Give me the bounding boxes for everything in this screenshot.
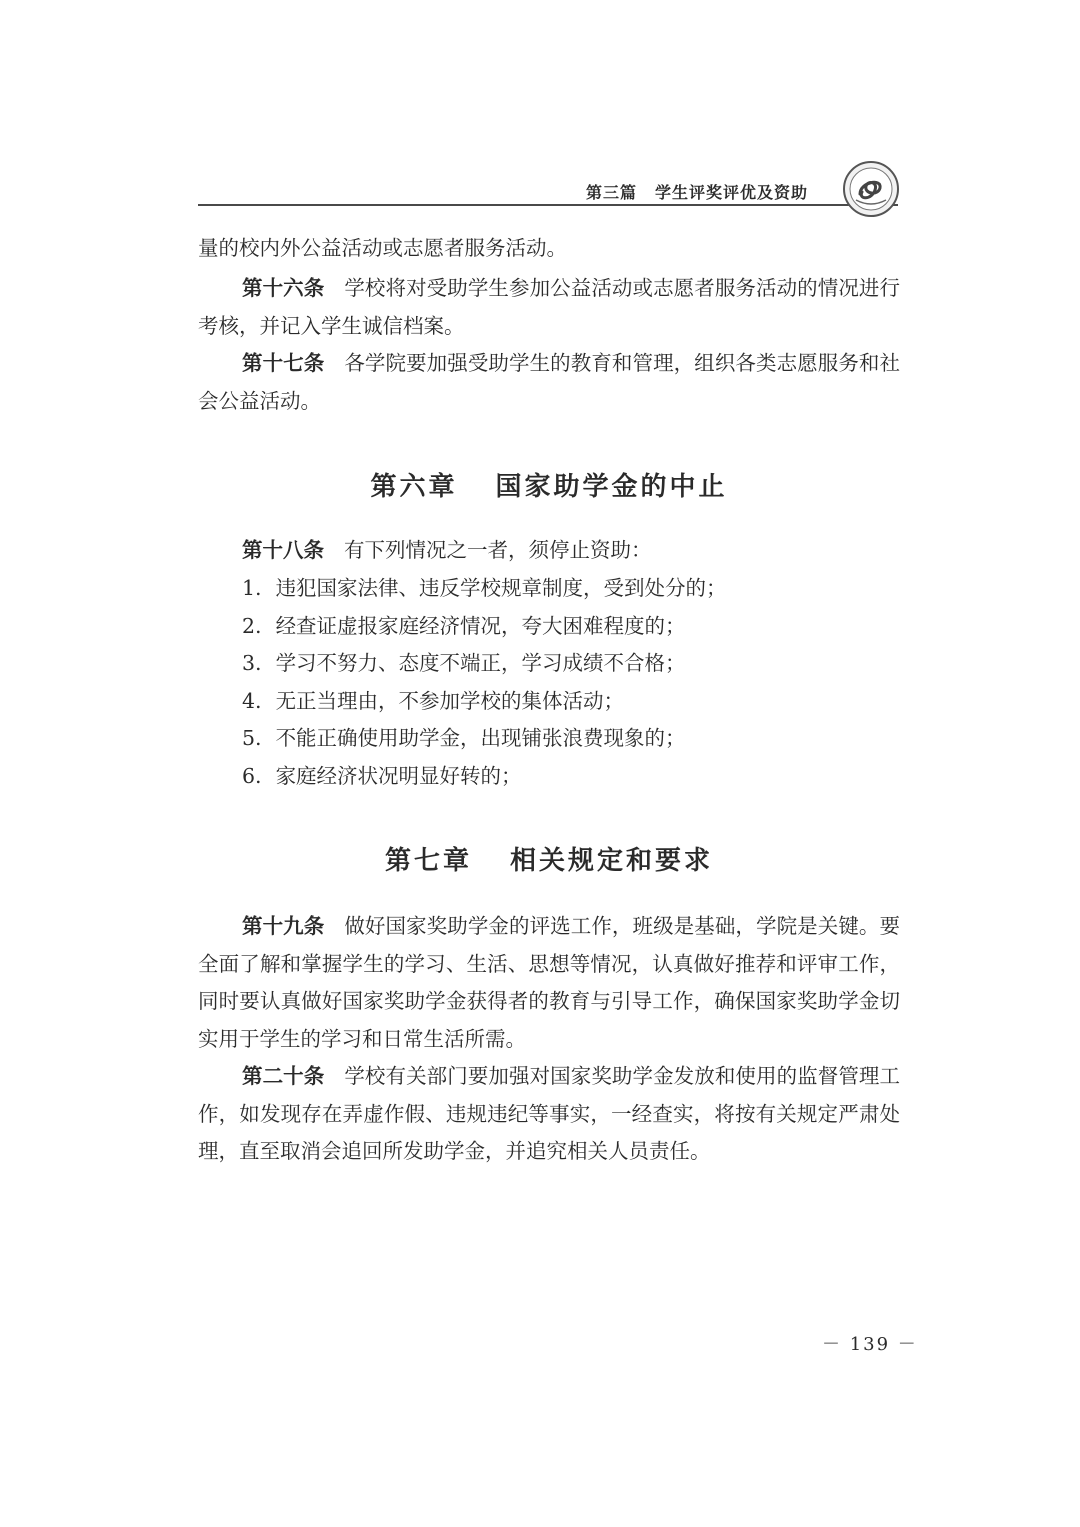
school-emblem-icon xyxy=(842,160,900,218)
chapter-7-heading xyxy=(198,840,900,877)
list-item xyxy=(242,720,686,758)
list-item xyxy=(242,570,727,608)
article-text: 各学院要加强受助学生的教育和管理，组织各类志愿服务和社会公益活动。 xyxy=(198,351,901,413)
chapter-title: 相关规定和要求 xyxy=(510,846,714,876)
chapter-6-heading xyxy=(198,466,900,503)
list-number: 5. xyxy=(242,726,262,750)
article-17 xyxy=(198,345,900,420)
list-text: 不能正确使用助学金，出现铺张浪费现象的； xyxy=(275,726,686,750)
article-text: 学校将对受助学生参加公益活动或志愿者服务活动的情况进行考核，并记入学生诚信档案。 xyxy=(198,276,901,338)
part-label: 第三篇 xyxy=(586,183,638,202)
article-18 xyxy=(198,532,900,570)
list-text: 无正当理由，不参加学校的集体活动； xyxy=(275,689,625,713)
chapter-number: 第七章 xyxy=(384,846,472,876)
paragraph-continued xyxy=(198,230,900,268)
article-label: 第二十条 xyxy=(242,1064,325,1088)
running-header xyxy=(586,180,808,203)
header-rule xyxy=(198,204,898,206)
list-item xyxy=(242,758,522,796)
article-label: 第十八条 xyxy=(242,538,324,562)
list-text: 经查证虚报家庭经济情况，夸大困难程度的； xyxy=(275,614,686,638)
article-text: 学校有关部门要加强对国家奖助学金发放和使用的监督管理工作，如发现存在弄虚作假、违规违纪等事实，一经查实，将按有关规定严肃处理，直至取消会追回所发助学金，并追究相关人员责任。 xyxy=(198,1064,901,1163)
chapter-number: 第六章 xyxy=(370,472,458,502)
list-text: 家庭经济状况明显好转的； xyxy=(275,764,522,788)
article-16 xyxy=(198,270,900,345)
chapter-title: 国家助学金的中止 xyxy=(495,472,728,502)
list-number: 4. xyxy=(242,689,262,713)
article-text: 有下列情况之一者，须停止资助： xyxy=(344,538,652,562)
paragraph-text: 量的校内外公益活动或志愿者服务活动。 xyxy=(198,236,567,260)
list-item xyxy=(242,683,624,721)
article-20 xyxy=(198,1058,900,1171)
list-item xyxy=(242,645,686,683)
part-title: 学生评奖评优及资助 xyxy=(655,183,809,202)
article-text: 做好国家奖助学金的评选工作，班级是基础，学院是关键。要全面了解和掌握学生的学习、生活、思想等情况，认真做好推荐和评审工作，同时要认真做好国家奖助学金获得者的教育与引导工作，确保国家奖助学金切实用于学生的学习和日常生活所需。 xyxy=(198,914,901,1051)
list-number: 1. xyxy=(242,576,262,600)
list-text: 违犯国家法律、违反学校规章制度，受到处分的； xyxy=(275,576,727,600)
article-label: 第十六条 xyxy=(242,276,325,300)
list-text: 学习不努力、态度不端正，学习成绩不合格； xyxy=(275,651,686,675)
article-label: 第十九条 xyxy=(242,914,325,938)
list-number: 2. xyxy=(242,614,262,638)
page-number: － 139 － xyxy=(822,1334,918,1355)
list-item xyxy=(242,608,686,646)
article-19 xyxy=(198,908,900,1058)
list-number: 6. xyxy=(242,764,262,788)
article-label: 第十七条 xyxy=(242,351,325,375)
list-number: 3. xyxy=(242,651,262,675)
